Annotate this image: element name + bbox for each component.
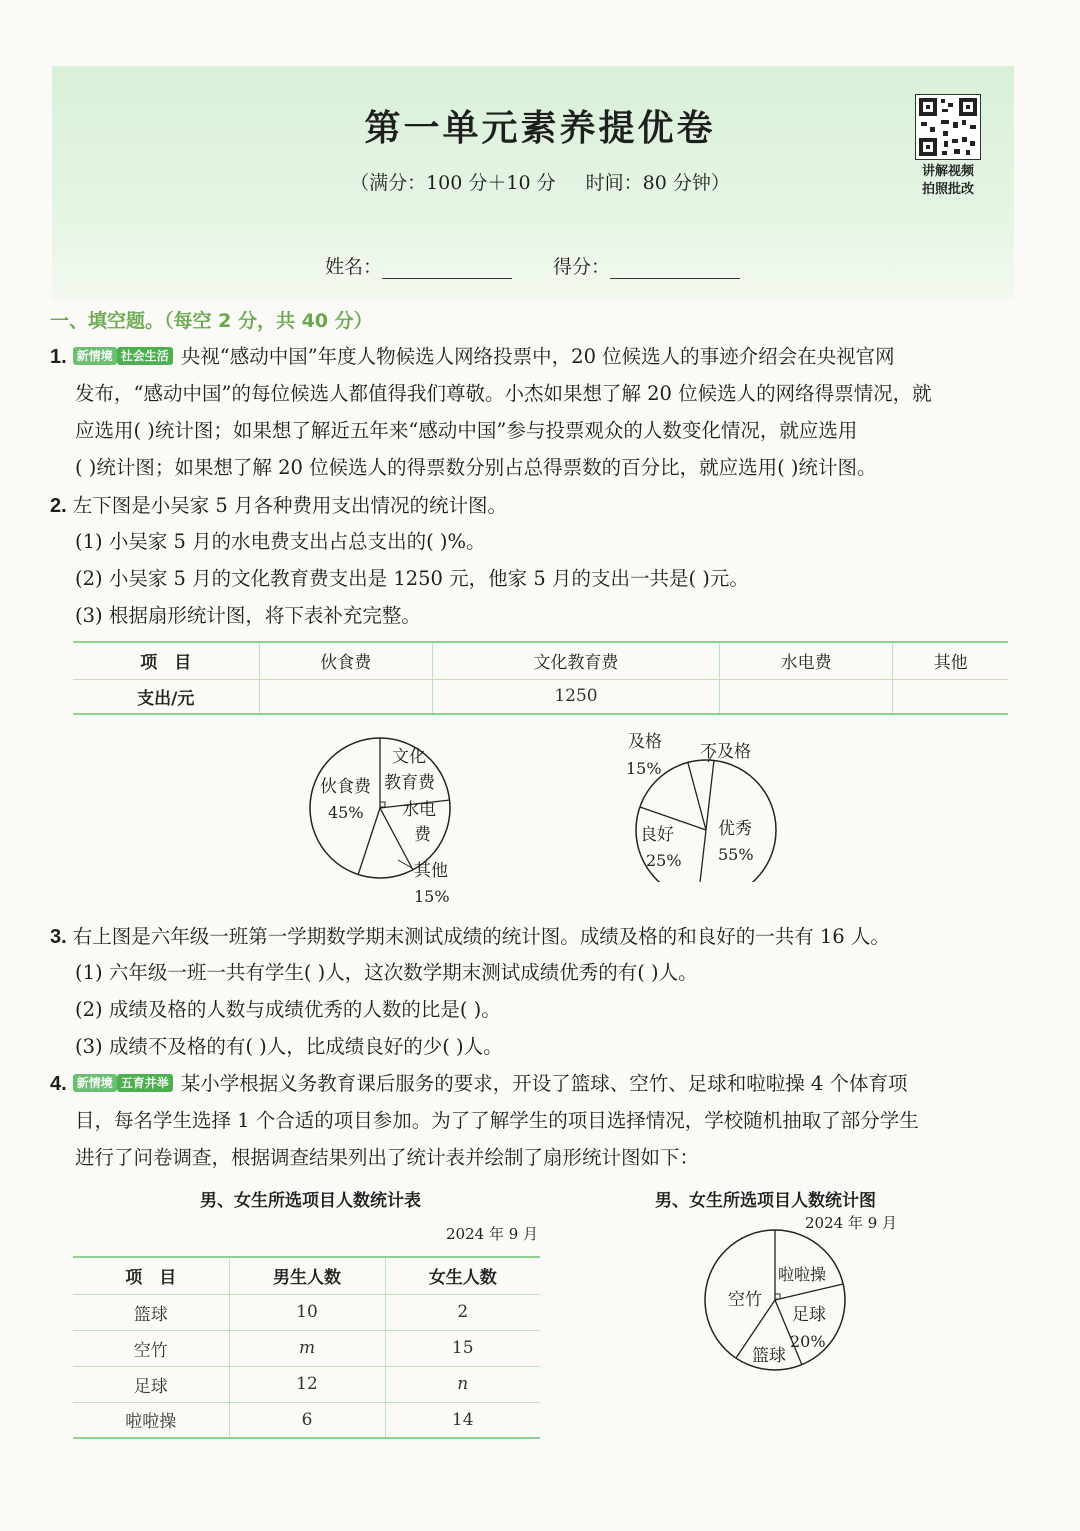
label-good: 良好 <box>640 825 674 845</box>
label-other-pct: 15% <box>414 887 450 906</box>
full-marks: （满分：100 分＋10 分 <box>350 172 556 194</box>
stat-table-title: 男、女生所选项目人数统计表 <box>200 1191 421 1211</box>
label-kongzhu: 空竹 <box>728 1290 762 1310</box>
qr-code-icon[interactable] <box>915 94 981 160</box>
sports-pie-chart <box>700 1228 860 1378</box>
label-edu-2: 教育费 <box>384 773 435 793</box>
label-food: 伙食费 <box>320 777 371 797</box>
exam-time: 时间：80 分钟） <box>585 172 730 194</box>
q2-sub2: (2) 小吴家 5 月的文化教育费支出是 1250 元，他家 5 月的支出一共是( )元。 <box>75 567 749 590</box>
expense-table <box>73 641 1008 715</box>
q2-stem: 2. 左下图是小吴家 5 月各种费用支出情况的统计图。 <box>50 494 507 517</box>
blank-cell[interactable] <box>259 679 432 714</box>
table-row: 篮球 10 2 <box>73 1294 540 1330</box>
q2-sub1: (1) 小吴家 5 月的水电费支出占总支出的( )%。 <box>75 530 486 553</box>
table-row: 空竹 m 15 <box>73 1330 540 1366</box>
pie-slice-cheer <box>775 1284 843 1300</box>
label-football: 足球 <box>792 1305 826 1325</box>
blank-cell[interactable] <box>719 679 892 714</box>
label-excellent-pct: 55% <box>718 845 754 864</box>
tag-category: 社会生活 <box>117 347 173 365</box>
label-football-pct: 20% <box>790 1332 826 1351</box>
page-title: 第一单元素养提优卷 <box>364 107 716 149</box>
table-row: 足球 12 n <box>73 1366 540 1402</box>
label-util-1: 水电 <box>402 800 436 820</box>
table-header-row: 项 目 男生人数 女生人数 <box>73 1257 540 1294</box>
label-food-pct: 45% <box>328 803 364 822</box>
stat-table-date: 2024 年 9 月 <box>446 1225 539 1243</box>
label-pass: 及格 <box>628 732 662 752</box>
q1-line-1: 1. 新情境 社会生活 央视“感动中国”年度人物候选人网络投票中，20 位候选人的事迹介绍会在央视官网 <box>50 345 895 368</box>
q4-line-2: 目，每名学生选择 1 个合适的项目参加。为了了解学生的项目选择情况，学校随机抽取了部分学生 <box>75 1109 919 1132</box>
pie-slice-good <box>698 830 706 882</box>
table-row: 支出/元 1250 <box>73 679 1008 714</box>
label-basketball: 篮球 <box>752 1346 786 1366</box>
stat-chart-title: 男、女生所选项目人数统计图 <box>655 1191 876 1211</box>
q3-sub2: (2) 成绩及格的人数与成绩优秀的人数的比是( )。 <box>75 998 501 1021</box>
blank-cell[interactable] <box>893 679 1008 714</box>
label-util-2: 费 <box>414 825 431 845</box>
label-excellent: 优秀 <box>718 819 752 839</box>
label-edu-1: 文化 <box>392 747 426 767</box>
tag-category: 五育并举 <box>117 1074 173 1092</box>
q1-line-2: 发布，“感动中国”的每位候选人都值得我们尊敬。小杰如果想了解 20 位候选人的网络得票情况，就 <box>75 382 932 405</box>
label-good-pct: 25% <box>646 851 682 870</box>
pie-slice-excellent <box>706 760 714 830</box>
q4-line-3: 进行了问卷调查，根据调查结果列出了统计表并绘制了扇形统计图如下： <box>75 1146 700 1169</box>
pie-slice-fail <box>688 763 706 830</box>
stat-chart-date: 2024 年 9 月 <box>805 1214 898 1232</box>
q3-sub3: (3) 成绩不及格的有( )人，比成绩良好的少( )人。 <box>75 1035 503 1058</box>
q4-line-1: 4. 新情境 五育并举 某小学根据义务教育课后服务的要求，开设了篮球、空竹、足球和啦啦操 4 个体育项 <box>50 1072 908 1095</box>
q3-stem: 3. 右上图是六年级一班第一学期数学期末测试成绩的统计图。成绩及格的和良好的一共有 16 人。 <box>50 925 890 948</box>
tag-new-context: 新情境 <box>73 347 117 365</box>
name-field[interactable]: 姓名： <box>325 252 512 279</box>
q2-sub3: (3) 根据扇形统计图，将下表补充完整。 <box>75 604 421 627</box>
label-other: 其他 <box>414 861 448 881</box>
sports-table <box>73 1256 540 1439</box>
label-fail: 不及格 <box>700 742 751 762</box>
section-heading: 一、填空题。（每空 2 分，共 40 分） <box>50 310 373 332</box>
q1-line-3: 应选用( )统计图；如果想了解近五年来“感动中国”参与投票观众的人数变化情况，就应选用 <box>75 419 858 442</box>
tag-new-context: 新情境 <box>73 1074 117 1092</box>
label-pass-pct: 15% <box>626 759 662 778</box>
expense-pie-chart <box>300 722 470 912</box>
q1-line-4: ( )统计图；如果想了解 20 位候选人的得票数分别占总得票数的百分比，就应选用( )统计图。 <box>75 456 877 479</box>
q3-sub1: (1) 六年级一班一共有学生( )人，这次数学期末测试成绩优秀的有( )人。 <box>75 961 698 984</box>
grades-pie-chart <box>610 722 800 882</box>
table-row: 啦啦操 6 14 <box>73 1402 540 1438</box>
table-header-row: 项 目 伙食费 文化教育费 水电费 其他 <box>73 642 1008 679</box>
qr-caption: 讲解视频 拍照批改 <box>921 164 974 197</box>
label-cheer: 啦啦操 <box>778 1265 827 1284</box>
score-field[interactable]: 得分： <box>553 252 740 279</box>
